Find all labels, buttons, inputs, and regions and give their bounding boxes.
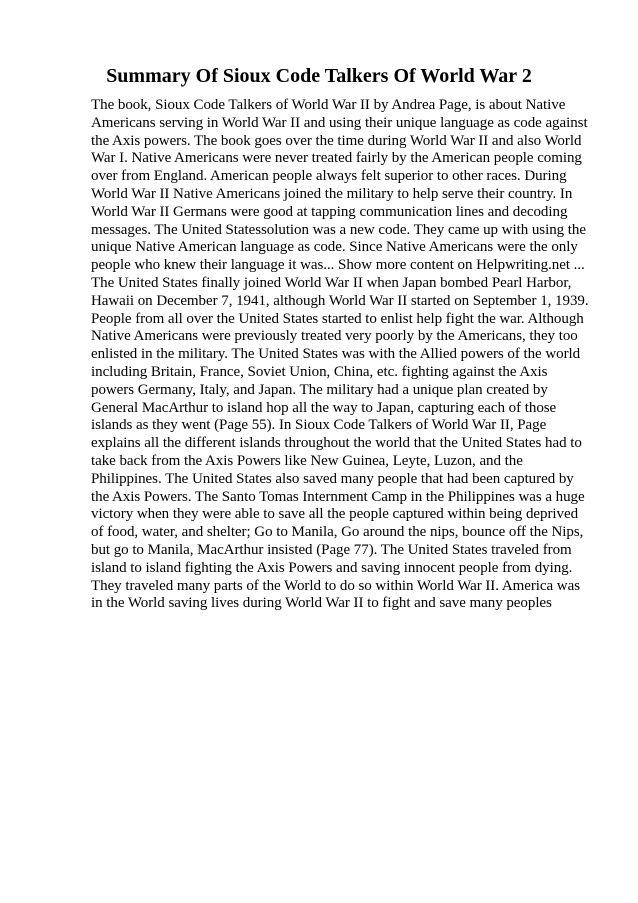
- body-line: explains all the different islands throughout the world that the United States had to: [91, 435, 582, 452]
- body-line: Philippines. The United States also saved many people that had been captured by: [91, 470, 574, 487]
- body-line: The book, Sioux Code Talkers of World War II by Andrea Page, is about Native: [91, 97, 566, 113]
- body-line: take back from the Axis Powers like New Guinea, Leyte, Luzon, and the: [91, 452, 523, 469]
- body-line: over from England. American people always felt superior to other races. During: [91, 168, 567, 185]
- body-line: Native Americans were previously treated very poorly by the Americans, they too: [91, 328, 578, 345]
- body-line: World War II Native Americans joined the military to help serve their country. In: [91, 185, 573, 202]
- body-line: powers Germany, Italy, and Japan. The military had a unique plan created by: [91, 381, 548, 398]
- document-title: Summary Of Sioux Code Talkers Of World War 2: [106, 65, 532, 87]
- body-line: enlisted in the military. The United States was with the Allied powers of the world: [91, 346, 581, 363]
- body-line: messages. The United Statessolution was a new code. They came up with using the: [91, 221, 586, 238]
- body-line: People from all over the United States started to enlist help fight the war. Although: [91, 310, 584, 327]
- body-line: victory when they were able to save all the people captured within being deprived: [91, 506, 579, 523]
- body-line: of food, water, and shelter; Go to Manila, Go around the nips, bounce off the Nips,: [91, 524, 584, 541]
- body-line: the Axis powers. The book goes over the time during World War II and also World: [91, 132, 582, 149]
- document-body: [91, 97, 611, 613]
- body-line: General MacArthur to island hop all the way to Japan, capturing each of those: [91, 399, 557, 416]
- body-line: islands as they went (Page 55). In Sioux Code Talkers of World War II, Page: [91, 417, 547, 434]
- body-line: island to island fighting the Axis Powers and saving innocent people from dying.: [91, 559, 573, 576]
- body-line: The United States finally joined World War II when Japan bombed Pearl Harbor,: [91, 274, 572, 291]
- body-line: World War II Germans were good at tapping communication lines and decoding: [91, 203, 568, 220]
- body-line: in the World saving lives during World War II to fight and save many peoples: [91, 595, 552, 612]
- body-line: including Britain, France, Soviet Union, China, etc. fighting against the Axis: [91, 363, 548, 380]
- body-line: War I. Native Americans were never treated fairly by the American people coming: [91, 150, 582, 167]
- body-line: Hawaii on December 7, 1941, although World War II started on September 1, 1939.: [91, 292, 589, 309]
- body-line: but go to Manila, MacArthur insisted (Page 77). The United States traveled from: [91, 541, 572, 558]
- body-line: people who knew their language it was... Show more content on Helpwriting.net ...: [91, 257, 585, 274]
- body-line: Americans serving in World War II and using their unique language as code against: [91, 114, 588, 131]
- body-line: They traveled many parts of the World to do so within World War II. America was: [91, 577, 580, 594]
- body-line: unique Native American language as code. Since Native Americans were the only: [91, 239, 578, 256]
- body-line: the Axis Powers. The Santo Tomas Internment Camp in the Philippines was a huge: [91, 488, 585, 505]
